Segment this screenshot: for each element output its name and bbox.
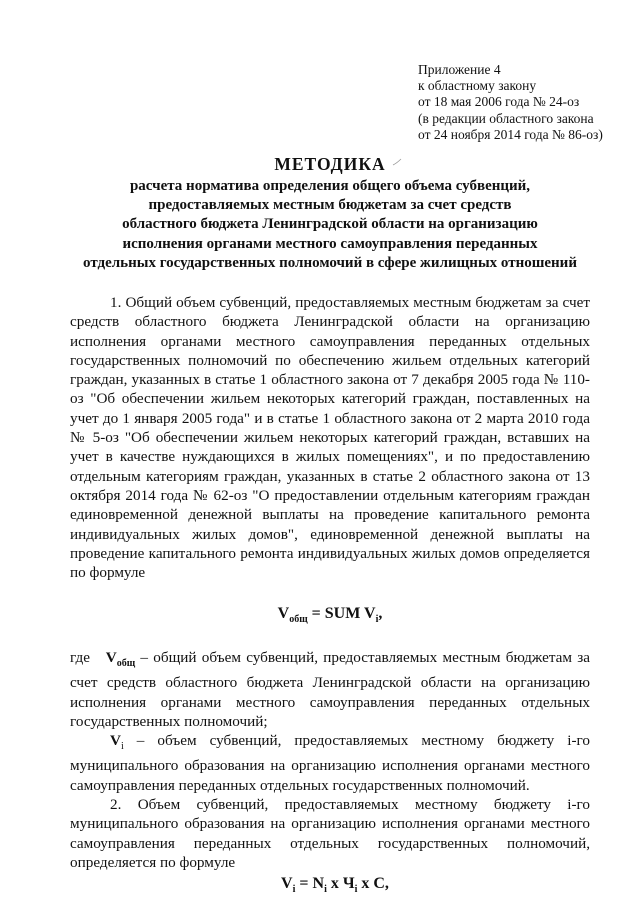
document-title <box>60 153 600 273</box>
subtitle-line: отдельных государственных полномочий в сфере жилищных отношений <box>83 254 577 271</box>
formula-vi <box>70 874 590 899</box>
formula-symbol: V <box>110 732 121 750</box>
appendix-line: к областному закону <box>418 78 537 94</box>
subtitle-line: расчета норматива определения общего объема субвенций, <box>129 178 531 194</box>
appendix-line: от 24 ноября 2014 года № 86-оз) <box>418 126 603 142</box>
document-body <box>70 293 590 900</box>
formula-subscript: общ <box>289 614 308 626</box>
definition-text: – объем субвенций, предоставляемых местному бюджету i-го муниципального образования на организацию исполнения органами местного самоуправления переданных отдельных государственных полномочий. <box>70 732 590 794</box>
formula-total <box>70 604 590 629</box>
formula-subscript: i <box>354 884 358 896</box>
formula-symbol: V <box>105 648 117 666</box>
formula-symbol: x C, <box>357 875 389 893</box>
formula-symbol: V <box>281 875 293 893</box>
vi-definition <box>70 731 590 795</box>
formula-symbol: V <box>277 605 290 623</box>
definition-text: – общий объем субвенций, предоставляемых местным бюджетам за счет средств областного бюджета Ленинградской области на организацию исполнения органами местного самоуправления переданных отдельных государственных полномочий; <box>70 648 590 730</box>
formula-subscript: i <box>375 614 379 626</box>
title-subtitle <box>60 177 600 273</box>
formula-subscript: i <box>324 884 327 896</box>
formula-subscript: общ <box>116 657 136 669</box>
title-main: МЕТОДИКА <box>274 154 386 174</box>
appendix-header <box>418 62 628 143</box>
appendix-line: (в редакции областного закона <box>418 110 594 126</box>
appendix-line: от 18 мая 2006 года № 24-оз <box>418 94 580 110</box>
formula-subscript: i <box>292 884 296 896</box>
formula-symbol: = N <box>295 875 325 893</box>
formula-symbol: x Ч <box>326 875 355 893</box>
subtitle-line: исполнения органами местного самоуправления переданных <box>122 235 538 252</box>
where-prefix: где <box>70 648 90 666</box>
subtitle-line: предоставляемых местным бюджетам за счет средств <box>148 197 512 214</box>
formula-symbol: , <box>378 605 383 623</box>
appendix-line: Приложение 4 <box>418 62 501 77</box>
paragraph-1: 1. Общий объем субвенций, предоставляемых местным бюджетам за счет средств областного бюджета Ленинградской области на организацию исполнения органами местного самоуправления переданных отдельных государственных полномочий по обеспечению жильем отдельных категорий граждан, указанных в статье 1 областного закона от 7 декабря 2005 года № 110-оз "Об обеспечении жильем некоторых категорий граждан, поставленных на учет до 1 января 2005 года" и в статье 1 областного закона от 2 марта 2010 года № 5-оз "Об обеспечении жильем некоторых категорий граждан, вставших на учет в качестве нуждающихся в жилых помещениях", и по предоставлению отдельным категориям граждан, указанных в статье 2 областного закона от 13 октября 2014 года № 62-оз "О предоставлении отдельным категориям граждан единовременной денежной выплаты на проведение капитального ремонта индивидуальных жилых домов", единовременной денежной выплаты на проведение капитального ремонта индивидуальных жилых домов определяется по формуле <box>70 294 590 582</box>
formula-symbol: = SUM V <box>307 605 376 623</box>
subtitle-line: областного бюджета Ленинградской области на организацию <box>122 216 538 233</box>
paragraph-2: 2. Объем субвенций, предоставляемых местному бюджету i-го муниципального образования на организацию исполнения органами местного самоуправления переданных отдельных государственных полномочий, определяется по формуле <box>70 796 590 871</box>
where-definition <box>70 648 590 731</box>
formula-subscript: i <box>120 741 124 753</box>
